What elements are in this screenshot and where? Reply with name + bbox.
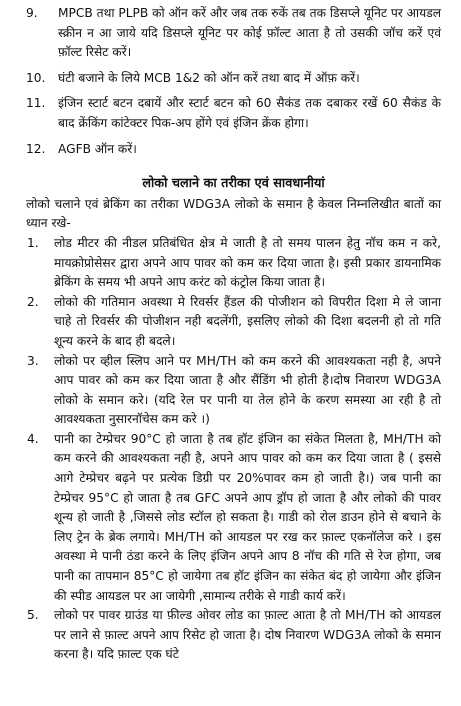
item-text: घंटी बजाने के लिये MCB 1&2 को ऑन करें तथा बाद में ऑफ़ करें। bbox=[58, 70, 360, 85]
item-number: 11. bbox=[26, 96, 46, 111]
list-item bbox=[26, 606, 441, 665]
item-text: MPCB तथा PLPB को ऑन करें और जब तक रुकें तब तक डिसप्ले यूनिट पर आयडल स्क्रीन न आ जाये यदि डिसप्ले यूनिट पर कोई फ़ॉल्ट आता है तो उसकी जॉच करें एवं फ़ॉल्ट रिसेट करें। bbox=[58, 6, 441, 60]
item-number: 4. bbox=[27, 431, 39, 446]
list-item bbox=[26, 234, 441, 293]
item-text: AGFB ऑन करें। bbox=[58, 141, 137, 156]
list-item bbox=[26, 94, 441, 133]
item-text: लोको पर व्हील स्लिप आने पर MH/TH को कम करने की आवश्यकता नही है, अपने आप पावर को कम कर दिया जाता है और सैंडिंग भी होती है।दोष निवारण WDG3A लोको के समान करे। (यदि रेल पर पानी या तेल होने के करण समस्या आ रही है तो आवश्यकता नुसारनॉचेस कम करे ।) bbox=[54, 353, 441, 427]
list-item bbox=[26, 352, 441, 430]
section-intro: लोको चलाने एवं ब्रेकिंग का तरीका WDG3A लोको के समान है केवल निम्नलिखीत बातों का ध्यान रखे- bbox=[26, 196, 441, 231]
item-number: 5. bbox=[27, 608, 39, 623]
item-text: इंजिन स्टार्ट बटन दबायें और स्टार्ट बटन को 60 सैकंड तक दबाकर रखें 60 सैकंड के बाद क्रेंकिंग कांटेक्टर पिक-अप होंगे एवं इंजिन क्रेंक होगा। bbox=[58, 96, 441, 130]
item-number: 1. bbox=[27, 235, 39, 250]
item-text: लोको की गतिमान अवस्था मे रिवर्सर हैंडल की पोजीशन को विपरीत दिशा मे ले जाना चाहे तो रिवर्सर की पोजीशन नही बदलेंगी, इसलिए लोको की दिशा बदलनी हो तो गति शून्य करने के बाद ही बदले। bbox=[54, 294, 441, 348]
item-text: पानी का टेम्प्रेचर 90°C हो जाता है तब हॉट इंजिन का संकेत मिलता है, MH/TH को कम करने की आवश्यकता नही है, अपने आप पावर को कम कर दिया जाता है ( इससे आगे टेम्प्रेचर बढ़ने पर प्रत्येक डिग्री पर 20%पावर कम हो जाती है।) जब पानी का टेम्प्रेचर 95°C हो जाता है तब GFC अपने आप ड्रॉप हो जाता है और लोको की पावर शून्य हो जाती है ,जिससे लोड स्टॉल हो सकता है। गाडी को रोल डाउन होने से बचाने के लिए ट्रेन के ब्रेक लगाये। MH/TH को आयडल पर रख कर फ़ाल्ट एकनॉलेज करे । इस अवस्था मे पानी ठंडा करने के लिए इंजिन अपने आप 8 नॉच की गति से रेज होगा, जब पानी का तापमान 85°C हो जायेगा तब हॉट इंजिन का संकेत बंद हो जायेगा और इंजिन की स्पीड आयडल पर आ जायेगी ,सामान्य तरीके से गाडी कार्य करें। bbox=[54, 431, 441, 603]
item-number: 3. bbox=[27, 353, 39, 368]
item-text: लोड मीटर की नीडल प्रतिबंधित क्षेत्र मे जाती है तो समय पालन हेतु नॉच कम न करे, मायक्रोप्रोसेसर द्वारा अपने आप पावर को कम कर दिया जाता है। इसी प्रकार डायनामिक ब्रेकिंग के समय भी अपने आप करंट को कंट्रोल किया जाता है। bbox=[54, 235, 441, 290]
list-item bbox=[26, 293, 441, 352]
item-number: 2. bbox=[27, 294, 39, 309]
list-item bbox=[26, 430, 441, 606]
list-item bbox=[26, 4, 441, 63]
item-text: लोको पर पावर ग्राउंड या फ़ील्ड ओवर लोड का फ़ाल्ट आता है तो MH/TH को आयडल पर लाने से फ़ाल्ट अपने आप रिसेट हो जाता है। दोष निवारण WDG3A लोको के समान करना है। यदि फ़ाल्ट एक घंटे bbox=[54, 608, 441, 662]
list-item bbox=[26, 140, 441, 160]
list-item bbox=[26, 69, 441, 89]
item-number: 10. bbox=[26, 70, 46, 85]
section-heading: लोको चलाने का तरीका एवं सावधानीयां bbox=[142, 176, 325, 192]
item-number: 9. bbox=[26, 6, 38, 20]
item-number: 12. bbox=[26, 141, 46, 156]
